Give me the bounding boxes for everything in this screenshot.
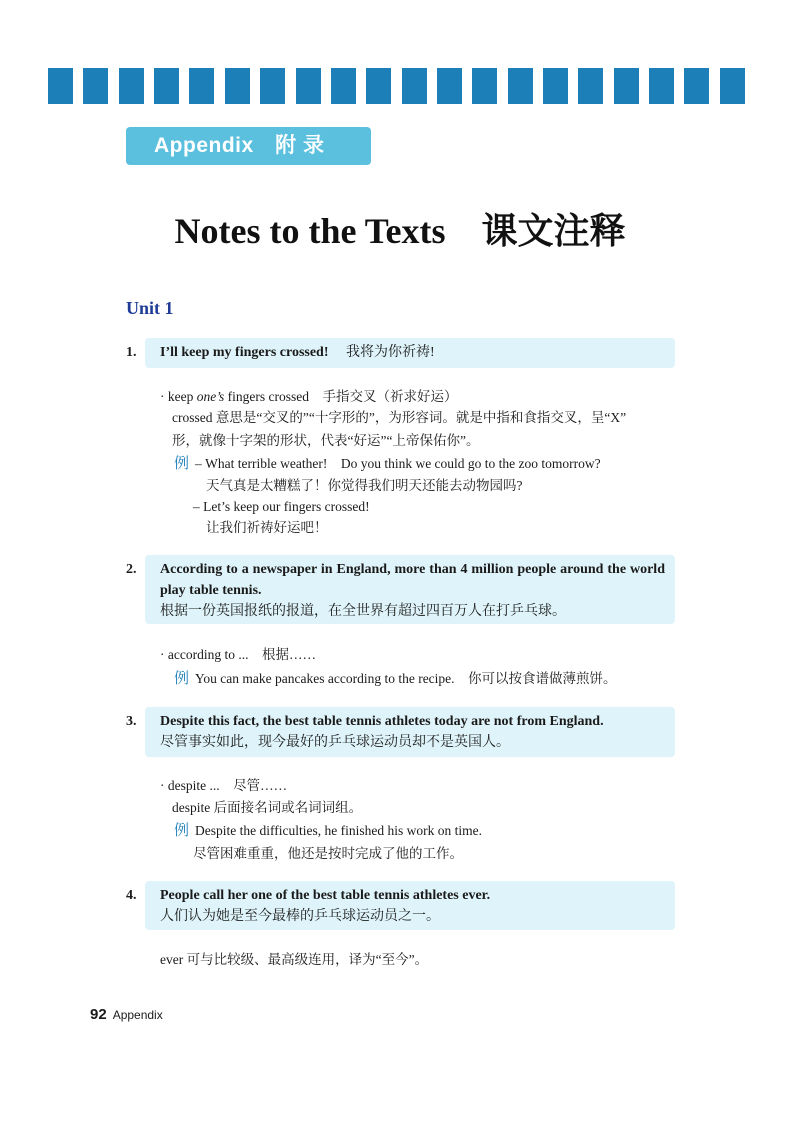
note-number: 4. [126, 888, 137, 903]
note-english: People call her one of the best table tennis athletes ever. [160, 888, 491, 903]
note-phrase: · keep one’s fingers crossed 手指交叉（祈求好运） [160, 389, 458, 404]
note-english: According to a newspaper in England, more than 4 million people around the world play table tennis. [160, 562, 665, 598]
example-translation: 让我们祈祷好运吧！ [206, 520, 328, 535]
note-box [145, 707, 675, 757]
page-footer [90, 1006, 163, 1023]
example-line: – Let’s keep our fingers crossed! [193, 499, 370, 514]
note-box [145, 555, 675, 624]
example-translation: 天气真是太糟糕了！你觉得我们明天还能去动物园吗? [206, 478, 523, 493]
appendix-badge: Appendix 附 录 [126, 127, 371, 165]
note-phrase: · according to ... 根据…… [160, 647, 316, 662]
unit-heading: Unit 1 [126, 298, 174, 318]
note-english: Despite this fact, the best table tennis athletes today are not from England. [160, 714, 604, 729]
note-box [145, 338, 675, 368]
note-chinese: 尽管事实如此，现今最好的乒乓球运动员却不是英国人。 [160, 735, 510, 750]
example-line: 例 You can make pancakes according to the recipe. 你可以按食谱做薄煎饼。 [174, 671, 617, 687]
note-chinese: 人们认为她是至今最棒的乒乓球运动员之一。 [160, 909, 440, 924]
header-stripe [48, 68, 745, 104]
example-label: 例 [174, 671, 190, 687]
note-explanation: ever 可与比较级、最高级连用，译为“至今”。 [160, 952, 429, 967]
note-box [145, 881, 675, 930]
example-label: 例 [174, 823, 190, 839]
note-number: 3. [126, 714, 137, 729]
note-chinese: 我将为你祈祷! [346, 345, 435, 360]
page-number: 92 [90, 1006, 107, 1023]
example-line: 例 – What terrible weather! Do you think we could go to the zoo tomorrow? [174, 456, 601, 472]
note-explanation: crossed 意思是“交叉的”“十字形的”，为形容词。就是中指和食指交叉，呈“X” [172, 410, 627, 425]
note-explanation: despite 后面接名词或名词词组。 [172, 800, 363, 815]
note-chinese: 根据一份英国报纸的报道，在全世界有超过四百万人在打乒乓球。 [160, 604, 566, 619]
note-number: 1. [126, 345, 137, 360]
note-explanation: 形，就像十字架的形状，代表“好运”“上帝保佑你”。 [172, 433, 480, 448]
example-label: 例 [174, 456, 190, 472]
footer-label: Appendix [112, 1008, 163, 1022]
note-number: 2. [126, 562, 137, 577]
note-phrase: · despite ... 尽管…… [160, 778, 288, 793]
example-translation: 尽管困难重重，他还是按时完成了他的工作。 [193, 846, 463, 861]
example-line: 例 Despite the difficulties, he finished his work on time. [174, 823, 482, 839]
page-title: Notes to the Texts 课文注释 [174, 211, 626, 251]
note-english: I’ll keep my fingers crossed! [160, 345, 329, 360]
